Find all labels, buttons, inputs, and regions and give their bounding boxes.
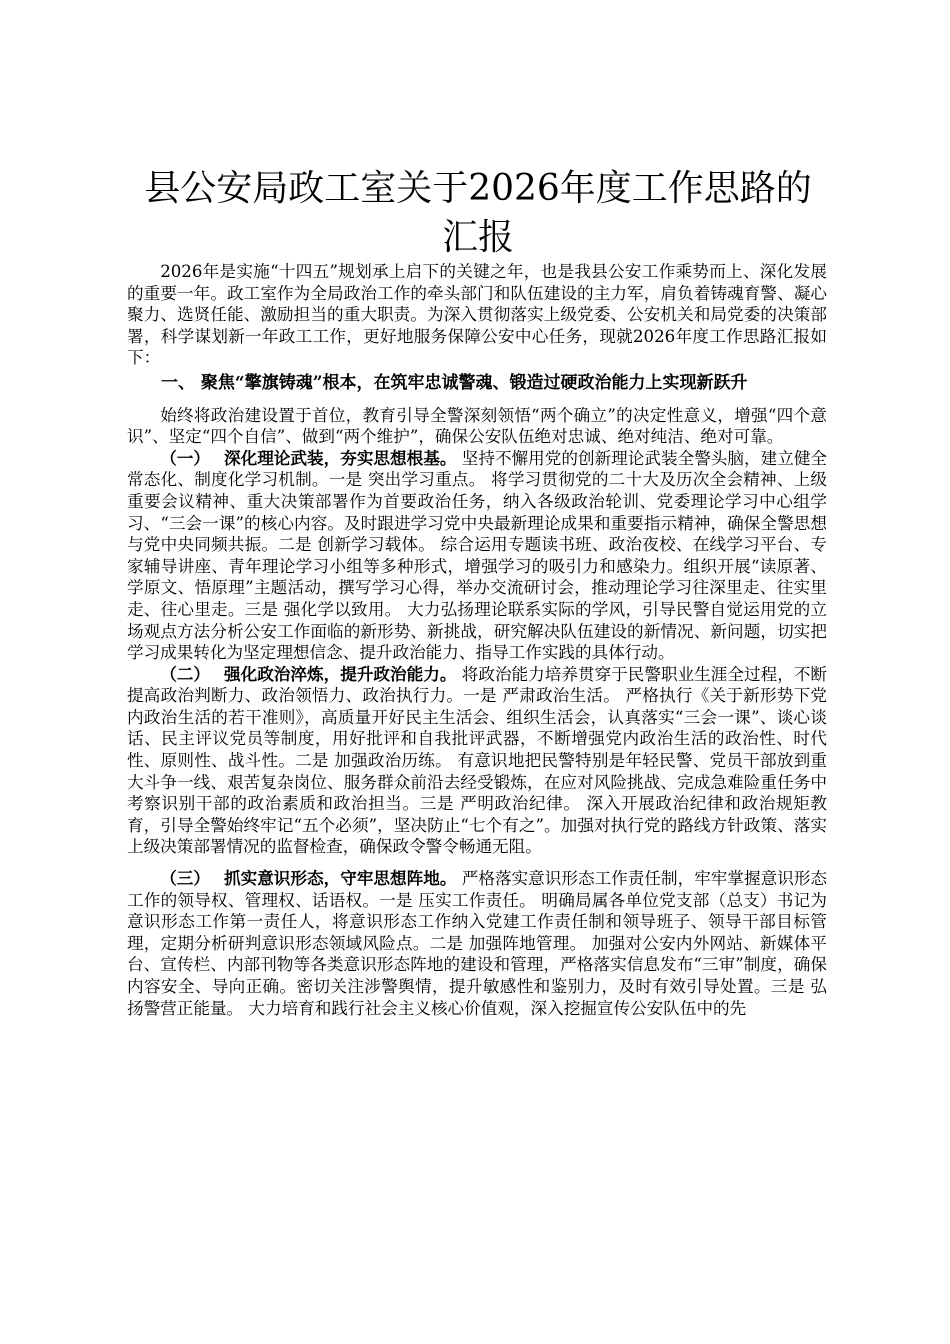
subsection-2-text: 将政治能力培养贯穿于民警职业生涯全过程，不断提高政治判断力、政治领悟力、政治执行力。一是 严肃政治生活。 严格执行《关于新形势下党内政治生活的若干准则》，高质量开好民主生活会、组织生活会，认真落实“三会一课”、谈心谈话、民主评议党员等制度，用好批评和自我批评武器，不断增强党内政治生活的政治性、时代性、原则性、战斗性。二是 加强政治历练。 有意识地把民警特别是年轻民警、党员干部放到重大斗争一线、艰苦复杂岗位、服务群众前沿去经受锻炼，在应对风险挑战、完成急难险重任务中考察识别干部的政治素质和政治担当。三是 严明政治纪律。 深入开展政治纪律和政治规矩教育，引导全警始终牢记“五个必须”，坚决防止“七个有之”。加强对执行党的路线方针政策、落实上级决策部署情况的监督检查，确保政令警令畅通无阻。 [127, 664, 828, 857]
subsection-2-title: 强化政治淬炼，提升政治能力。 [224, 663, 457, 684]
section-1-heading: 一、 聚焦“擎旗铸魂”根本，在筑牢忠诚警魂、锻造过硬政治能力上实现新跃升 [161, 372, 748, 393]
subsection-3-text: 严格落实意识形态工作责任制，牢牢掌握意识形态工作的领导权、管理权、话语权。一是 压实工作责任。 明确局属各单位党支部（总支）书记为意识形态工作第一责任人，将意识形态工作纳入党建工作责任制和领导班子、领导干部目标管理，定期分析研判意识形态领域风险点。二是 加强阵地管理。 加强对公安内外网站、新媒体平台、宣传栏、内部刊物等各类意识形态阵地的建设和管理，严格落实信息发布“三审”制度，确保内容安全、导向正确。密切关注涉警舆情，提升敏感性和鉴别力，及时有效引导处置。三是 弘扬警营正能量。 大力培育和践行社会主义核心价值观，深入挖掘宣传公安队伍中的先 [127, 869, 828, 1018]
subsection-3-paragraph [127, 868, 827, 1019]
subsection-1-paragraph [127, 448, 827, 664]
intro-paragraph: 2026年是实施“十四五”规划承上启下的关键之年，也是我县公安工作乘势而上、深化发展的重要一年。政工室作为全局政治工作的牵头部门和队伍建设的主力军，肩负着铸魂育警、凝心聚力、选贤任能、激励担当的重大职责。为深入贯彻落实上级党委、公安机关和局党委的决策部署，科学谋划新一年政工工作，更好地服务保障公安中心任务，现就2026年度工作思路汇报如下： [127, 262, 827, 368]
subsection-2-number: （二） [160, 663, 210, 684]
section-1-lead: 始终将政治建设置于首位，教育引导全警深刻领悟“两个确立”的决定性意义，增强“四个意识”、坚定“四个自信”、做到“两个维护”，确保公安队伍绝对忠诚、绝对纯洁、绝对可靠。 [127, 405, 827, 447]
subsection-2-paragraph [127, 664, 827, 858]
subsection-3-number: （三） [160, 868, 210, 889]
document-body [127, 261, 827, 1019]
subsection-1-text: 坚持不懈用党的创新理论武装全警头脑，建立健全常态化、制度化学习机制。一是 突出学习重点。 将学习贯彻党的二十大及历次全会精神、上级重要会议精神、重大决策部署作为首要政治任务，纳入各级政治轮训、党委理论学习中心组学习、“三会一课”的核心内容。及时跟进学习党中央最新理论成果和重要指示精神，确保全警思想与党中央同频共振。二是 创新学习载体。 综合运用专题读书班、政治夜校、在线学习平台、专家辅导讲座、青年理论学习小组等多种形式，增强学习的吸引力和感染力。组织开展“读原著、学原文、悟原理”主题活动，撰写学习心得，举办交流研讨会，推动理论学习往深里走、往实里走、往心里走。三是 强化学以致用。 大力弘扬理论联系实际的学风，引导民警自觉运用党的立场观点方法分析公安工作面临的新形势、新挑战，研究解决队伍建设的新情况、新问题，切实把学习成果转化为坚定理想信念、提升政治能力、指导工作实践的具体行动。 [127, 448, 828, 663]
subsection-1-title: 深化理论武装，夯实思想根基。 [224, 447, 457, 468]
subsection-1-number: （一） [160, 447, 210, 468]
subsection-3-title: 抓实意识形态，守牢思想阵地。 [224, 868, 457, 889]
document-title: 县公安局政工室关于2026年度工作思路的汇报 [144, 168, 812, 258]
